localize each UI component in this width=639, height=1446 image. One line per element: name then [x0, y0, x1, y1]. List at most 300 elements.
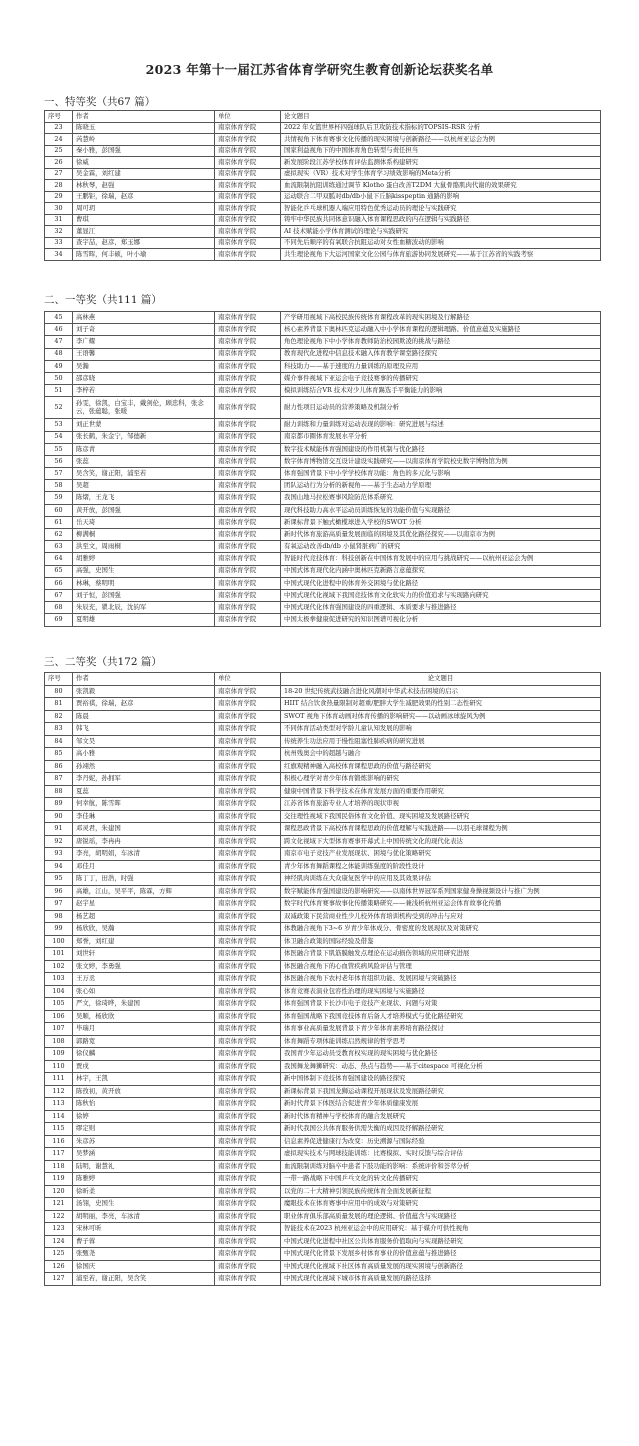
- row-paper-title: 传统养生功法应用于慢性阻塞性肺疾病的研究进展: [281, 735, 601, 748]
- row-index: 48: [45, 348, 73, 360]
- row-index: 89: [45, 798, 73, 811]
- row-paper-title: 共情视角下体育赛事文化传播的现实困境与创新路径——以杭州亚运会为例: [281, 134, 601, 146]
- row-index: 34: [45, 249, 73, 261]
- row-unit: 南京体育学院: [215, 480, 281, 492]
- row-authors: 曹琪: [73, 214, 215, 226]
- row-index: 24: [45, 134, 73, 146]
- row-authors: 陈晓玉: [73, 122, 215, 134]
- row-paper-title: 数字赋能体育强国建设的影响研究——以南体世界冠军系列国家健身操视频设计与推广为例: [281, 885, 601, 898]
- row-index: 121: [45, 1198, 73, 1211]
- row-index: 28: [45, 180, 73, 192]
- section-heading-special: 一、特等奖（共67 篇）: [44, 96, 156, 108]
- row-index: 61: [45, 516, 73, 528]
- row-unit: 南京体育学院: [215, 860, 281, 873]
- header-title: 论文题目: [281, 673, 601, 686]
- table-row: [45, 168, 601, 180]
- row-index: 110: [45, 1060, 73, 1073]
- table-row: [45, 810, 601, 823]
- row-unit: 南京体育学院: [215, 923, 281, 936]
- row-index: 117: [45, 1148, 73, 1161]
- row-unit: 南京体育学院: [215, 1073, 281, 1086]
- table-row: [45, 249, 601, 261]
- table-row: [45, 948, 601, 961]
- row-paper-title: 体医融合视角下农村老年体育组织功能、发展困境与突破路径: [281, 973, 601, 986]
- table-row: [45, 455, 601, 467]
- row-authors: 吴顺，杨欣欣: [73, 1010, 215, 1023]
- row-unit: 南京体育学院: [215, 397, 281, 419]
- row-unit: 南京体育学院: [215, 1198, 281, 1211]
- table-row: [45, 214, 601, 226]
- row-unit: 南京体育学院: [215, 1148, 281, 1161]
- row-index: 120: [45, 1185, 73, 1198]
- row-authors: 徐婷: [73, 1110, 215, 1123]
- table-row: [45, 492, 601, 504]
- row-unit: 南京体育学院: [215, 529, 281, 541]
- row-unit: 南京体育学院: [215, 773, 281, 786]
- row-index: 96: [45, 885, 73, 898]
- row-unit: 南京体育学院: [215, 360, 281, 372]
- row-index: 25: [45, 145, 73, 157]
- row-index: 60: [45, 504, 73, 516]
- row-paper-title: 新时代我国公共体育服务供需失衡的成因及纾解路径研究: [281, 1123, 601, 1136]
- row-index: 101: [45, 948, 73, 961]
- row-paper-title: 模拟训练结合VR 技术对少儿体育踢选手平衡能力的影响: [281, 385, 601, 397]
- row-authors: 林秋琴，赵强: [73, 180, 215, 192]
- table-row: [45, 614, 601, 626]
- row-authors: 岳天琦: [73, 516, 215, 528]
- table-row: [45, 385, 601, 397]
- row-unit: 南京体育学院: [215, 1110, 281, 1123]
- row-unit: 南京体育学院: [215, 935, 281, 948]
- row-unit: 南京体育学院: [215, 226, 281, 238]
- row-authors: 夏蕊: [73, 785, 215, 798]
- table-row: [45, 191, 601, 203]
- row-unit: 南京体育学院: [215, 516, 281, 528]
- header-author: 作者: [73, 111, 215, 123]
- row-unit: 南京体育学院: [215, 873, 281, 886]
- row-authors: 陈丁丁，田浩，时强: [73, 873, 215, 886]
- row-index: 55: [45, 443, 73, 455]
- row-paper-title: 新课标背景下触式橄榄球进入学校的SWOT 分析: [281, 516, 601, 528]
- row-index: 83: [45, 723, 73, 736]
- row-unit: 南京体育学院: [215, 504, 281, 516]
- table-row: [45, 823, 601, 836]
- row-unit: 南京体育学院: [215, 602, 281, 614]
- row-unit: 南京体育学院: [215, 1023, 281, 1036]
- row-authors: 杨欣欣，吴瀚: [73, 923, 215, 936]
- row-index: 102: [45, 960, 73, 973]
- table-row: [45, 516, 601, 528]
- row-index: 26: [45, 157, 73, 169]
- row-authors: 邵彦晓: [73, 372, 215, 384]
- row-paper-title: 中国太极拳健康促进研究的知识图谱可视化分析: [281, 614, 601, 626]
- table-row: [45, 1235, 601, 1248]
- row-index: 116: [45, 1135, 73, 1148]
- table-row: [45, 237, 601, 249]
- row-paper-title: 国家利益视角下的中国体育角色转型与责任担当: [281, 145, 601, 157]
- row-index: 66: [45, 577, 73, 589]
- row-paper-title: 信息素养促进健康行为改变：历史溯源与国际经验: [281, 1135, 601, 1148]
- row-authors: 徐威: [73, 157, 215, 169]
- row-index: 109: [45, 1048, 73, 1061]
- row-authors: 洪至文，周雨桐: [73, 541, 215, 553]
- row-index: 84: [45, 735, 73, 748]
- row-authors: 朱辰充，瞿北辰，沈钧军: [73, 602, 215, 614]
- table-header-row: [45, 673, 601, 686]
- row-unit: 南京体育学院: [215, 589, 281, 601]
- row-unit: 南京体育学院: [215, 237, 281, 249]
- row-authors: 宋林可昕: [73, 1223, 215, 1236]
- row-index: 65: [45, 565, 73, 577]
- table-row: [45, 348, 601, 360]
- row-unit: 南京体育学院: [215, 848, 281, 861]
- table-row: [45, 1098, 601, 1111]
- row-paper-title: 智能化乒乓球机器人端应用特色优秀运动员的理论与实践研究: [281, 203, 601, 215]
- row-unit: 南京体育学院: [215, 348, 281, 360]
- row-unit: 南京体育学院: [215, 798, 281, 811]
- table-row: [45, 910, 601, 923]
- row-index: 100: [45, 935, 73, 948]
- row-unit: 南京体育学院: [215, 973, 281, 986]
- row-paper-title: 中国式现代化视域下我国竞技体育文化软实力的价值追求与实现路向研究: [281, 589, 601, 601]
- row-unit: 南京体育学院: [215, 723, 281, 736]
- row-unit: 南京体育学院: [215, 431, 281, 443]
- table-row: [45, 848, 601, 861]
- table-row: [45, 1048, 601, 1061]
- row-authors: 张心如: [73, 985, 215, 998]
- row-index: 29: [45, 191, 73, 203]
- row-paper-title: 不同体育活动类型对学龄儿童认知发展的影响: [281, 723, 601, 736]
- row-index: 88: [45, 785, 73, 798]
- row-unit: 南京体育学院: [215, 468, 281, 480]
- row-paper-title: 中国式现代化背景下发展乡村体育事业的价值意蕴与推进路径: [281, 1248, 601, 1261]
- row-unit: 南京体育学院: [215, 249, 281, 261]
- row-index: 50: [45, 372, 73, 384]
- row-unit: 南京体育学院: [215, 823, 281, 836]
- row-unit: 南京体育学院: [215, 898, 281, 911]
- row-paper-title: 我国青少年运动员受教育权实现的现实困境与优化路径: [281, 1048, 601, 1061]
- row-index: 54: [45, 431, 73, 443]
- row-paper-title: AI 技术赋能小学体育测试的理论与实践研究: [281, 226, 601, 238]
- row-authors: 刘子恒，彭国强: [73, 589, 215, 601]
- row-paper-title: 核心素养背景下奥林匹克运动融入中小学体育课程的逻辑理路、价值意蕴及实施路径: [281, 324, 601, 336]
- table-first-prize: [44, 311, 601, 627]
- table-row: [45, 1135, 601, 1148]
- row-index: 46: [45, 324, 73, 336]
- row-unit: 南京体育学院: [215, 1060, 281, 1073]
- row-authors: 唐锐瑶，李冉冉: [73, 835, 215, 848]
- row-paper-title: 中国式现代化进程中社区公共体育服务价值取向与实现路径研究: [281, 1235, 601, 1248]
- row-unit: 南京体育学院: [215, 1135, 281, 1148]
- row-index: 127: [45, 1273, 73, 1286]
- table-row: [45, 468, 601, 480]
- row-paper-title: 虚拟现实（VR）技术对学生体育学习绩效影响的Meta分析: [281, 168, 601, 180]
- row-unit: 南京体育学院: [215, 134, 281, 146]
- row-unit: 南京体育学院: [215, 1235, 281, 1248]
- row-unit: 南京体育学院: [215, 541, 281, 553]
- row-paper-title: 青少年体育舞蹈课程之体能训练强度的阶段性设计: [281, 860, 601, 873]
- row-paper-title: 虚拟现实技术与网球技能训练：比赛模拟、实时反馈与综合评估: [281, 1148, 601, 1161]
- table-row: [45, 480, 601, 492]
- row-index: 33: [45, 237, 73, 249]
- row-index: 106: [45, 1010, 73, 1023]
- row-unit: 南京体育学院: [215, 565, 281, 577]
- row-authors: 林琳，蔡明明: [73, 577, 215, 589]
- table-row: [45, 312, 601, 324]
- row-authors: 林宇，王凯: [73, 1073, 215, 1086]
- row-index: 80: [45, 685, 73, 698]
- row-unit: 南京体育学院: [215, 191, 281, 203]
- row-unit: 南京体育学院: [215, 835, 281, 848]
- row-paper-title: 体育强国背景下中小学学校体育功能：角色的多元化与影响: [281, 468, 601, 480]
- row-unit: 南京体育学院: [215, 336, 281, 348]
- row-paper-title: 智能技术在2023 杭州亚运会中的应用研究：基于媒介可供性视角: [281, 1223, 601, 1236]
- header-index: 序号: [45, 111, 73, 123]
- row-index: 104: [45, 985, 73, 998]
- row-unit: 南京体育学院: [215, 614, 281, 626]
- page-title: 2023 年第十一届江苏省体育学研究生教育创新论坛获奖名单: [145, 62, 494, 77]
- row-index: 49: [45, 360, 73, 372]
- row-paper-title: 智能时代竞技体育：科技创新在中国体育发展中的应用与挑战研究——以杭州亚运会为例: [281, 553, 601, 565]
- table-row: [45, 1223, 601, 1236]
- table-row: [45, 1260, 601, 1273]
- row-index: 93: [45, 848, 73, 861]
- row-unit: 南京体育学院: [215, 710, 281, 723]
- table-row: [45, 324, 601, 336]
- row-index: 118: [45, 1160, 73, 1173]
- table-row: [45, 372, 601, 384]
- row-unit: 南京体育学院: [215, 1223, 281, 1236]
- table-row: [45, 935, 601, 948]
- row-paper-title: 体医融合背景下肌筋膜触发点理论在运动损伤领域的应用研究进展: [281, 948, 601, 961]
- table-row: [45, 1148, 601, 1161]
- row-unit: 南京体育学院: [215, 1248, 281, 1261]
- row-index: 103: [45, 973, 73, 986]
- row-authors: 毕瑞月: [73, 1023, 215, 1036]
- table-row: [45, 873, 601, 886]
- row-paper-title: 体育事业高质量发展背景下青少年体育素养培育路径探讨: [281, 1023, 601, 1036]
- row-authors: 刘正世蒙: [73, 419, 215, 431]
- table-row: [45, 1073, 601, 1086]
- row-index: 31: [45, 214, 73, 226]
- row-unit: 南京体育学院: [215, 203, 281, 215]
- table-row: [45, 923, 601, 936]
- row-authors: 郭路宽: [73, 1035, 215, 1048]
- row-unit: 南京体育学院: [215, 1048, 281, 1061]
- row-index: 53: [45, 419, 73, 431]
- table-second-prize: [44, 672, 601, 1286]
- row-index: 64: [45, 553, 73, 565]
- row-authors: 陈熠，王龙飞: [73, 492, 215, 504]
- table-row: [45, 973, 601, 986]
- row-paper-title: 共生理论视角下大运河国家文化公园与体育旅游协同发展研究——基于江苏省的实践考察: [281, 249, 601, 261]
- row-paper-title: 南京都市圈体育发展水平分析: [281, 431, 601, 443]
- row-index: 32: [45, 226, 73, 238]
- row-unit: 南京体育学院: [215, 553, 281, 565]
- row-index: 47: [45, 336, 73, 348]
- row-index: 123: [45, 1223, 73, 1236]
- row-authors: 李梓若: [73, 385, 215, 397]
- row-unit: 南京体育学院: [215, 1185, 281, 1198]
- row-unit: 南京体育学院: [215, 735, 281, 748]
- row-index: 30: [45, 203, 73, 215]
- table-row: [45, 553, 601, 565]
- row-paper-title: 红旗观精神融入高校体育课程思政的价值与路径研究: [281, 760, 601, 773]
- row-unit: 南京体育学院: [215, 372, 281, 384]
- row-paper-title: 媒介事件视域下亚运会电子竞技赛事的传播研究: [281, 372, 601, 384]
- row-authors: 陈雪晖，何丰硕，叶小瑜: [73, 249, 215, 261]
- row-unit: 南京体育学院: [215, 1010, 281, 1023]
- header-unit: 单位: [215, 673, 281, 686]
- row-authors: 孙雯，徐凯，白宝丰，戴剑伦，顾忠科，张念云，张蕴聪，张暖: [73, 397, 215, 419]
- row-authors: 吴含笑，谢正阳，浦至若: [73, 468, 215, 480]
- row-paper-title: 数字体育博物馆交互设计建设实践研究——以南京体育学院校史数字博物馆为例: [281, 455, 601, 467]
- header-index: 序号: [45, 673, 73, 686]
- row-authors: 王万丞: [73, 973, 215, 986]
- row-authors: 胡雅婷: [73, 553, 215, 565]
- table-row: [45, 1273, 601, 1286]
- row-paper-title: 中国式现代化进程中的体育外交困境与优化路径: [281, 577, 601, 589]
- row-paper-title: 体医融合视角下的心血管疾病风险评估与管理: [281, 960, 601, 973]
- row-index: 81: [45, 698, 73, 711]
- row-unit: 南京体育学院: [215, 698, 281, 711]
- row-unit: 南京体育学院: [215, 685, 281, 698]
- table-row: [45, 541, 601, 553]
- row-authors: 朱彦苏: [73, 1135, 215, 1148]
- row-paper-title: 一带一路战略下中国乒乓文化的转文化传播研究: [281, 1173, 601, 1186]
- row-authors: 芮慧岭: [73, 134, 215, 146]
- table-row: [45, 1198, 601, 1211]
- row-paper-title: 产学研用视域下高校民族传统体育课程改革的现实困境及行解路径: [281, 312, 601, 324]
- row-authors: 张甄尧: [73, 1248, 215, 1261]
- row-authors: 张长鹤，朱金宁，邹德新: [73, 431, 215, 443]
- row-paper-title: 跨文化视域下大型体育赛事开幕式上中国传统文化的现代化表达: [281, 835, 601, 848]
- row-paper-title: 体卫融合政策的国际经验及借鉴: [281, 935, 601, 948]
- header-title: 论文题目: [281, 111, 601, 123]
- row-authors: 邓灵君，朱建国: [73, 823, 215, 836]
- row-authors: 陈彦青: [73, 443, 215, 455]
- row-paper-title: 18-20 世纪传统武技融合进化风潮对中华武术技击困境的启示: [281, 685, 601, 698]
- row-unit: 南京体育学院: [215, 1035, 281, 1048]
- row-unit: 南京体育学院: [215, 419, 281, 431]
- table-row: [45, 960, 601, 973]
- row-paper-title: 团队运动行为分析的新视角——基于生态动力学原理: [281, 480, 601, 492]
- row-authors: 周可玥: [73, 203, 215, 215]
- row-unit: 南京体育学院: [215, 1160, 281, 1173]
- row-index: 56: [45, 455, 73, 467]
- row-unit: 南京体育学院: [215, 443, 281, 455]
- row-paper-title: 交往理性视域下我国民俗体育文化价值、现实困境及发展路径研究: [281, 810, 601, 823]
- table-row: [45, 748, 601, 761]
- row-unit: 南京体育学院: [215, 810, 281, 823]
- table-row: [45, 443, 601, 455]
- row-unit: 南京体育学院: [215, 122, 281, 134]
- row-paper-title: 体育竞赛表演业包容性治理的现实困境与实施路径: [281, 985, 601, 998]
- table-special-prize: [44, 110, 601, 261]
- row-unit: 南京体育学院: [215, 985, 281, 998]
- row-index: 51: [45, 385, 73, 397]
- row-unit: 南京体育学院: [215, 1123, 281, 1136]
- table-row: [45, 1085, 601, 1098]
- row-authors: 高强，史国生: [73, 565, 215, 577]
- row-paper-title: 耐力性项目运动员的营养策略及机制分析: [281, 397, 601, 419]
- row-index: 86: [45, 760, 73, 773]
- table-row: [45, 431, 601, 443]
- table-row: [45, 1210, 601, 1223]
- row-unit: 南京体育学院: [215, 1260, 281, 1273]
- row-authors: 缪定则: [73, 1123, 215, 1136]
- row-paper-title: HIIT 结合饮食热量限制对超重/肥胖大学生减肥效果的性别二态性研究: [281, 698, 601, 711]
- row-unit: 南京体育学院: [215, 960, 281, 973]
- row-authors: 王鹏钜，徐瑞，赵彦: [73, 191, 215, 203]
- row-paper-title: 教育现代化进程中信息技术融入体育教学课堂路径探究: [281, 348, 601, 360]
- row-paper-title: 职业体育俱乐部高质量发展的理论逻辑、价值蕴含与实现路径: [281, 1210, 601, 1223]
- table-row: [45, 565, 601, 577]
- table-row: [45, 760, 601, 773]
- table-row: [45, 1173, 601, 1186]
- row-index: 124: [45, 1235, 73, 1248]
- row-index: 107: [45, 1023, 73, 1036]
- row-paper-title: 有氧运动改善db/db 小鼠肾脏病广的研究: [281, 541, 601, 553]
- row-authors: 王语馨: [73, 348, 215, 360]
- row-index: 97: [45, 898, 73, 911]
- row-authors: 汤翎，史国生: [73, 1198, 215, 1211]
- table-row: [45, 1123, 601, 1136]
- row-paper-title: 我国舞龙舞狮研究：动态、热点与趋势——基于citespace 可视化分析: [281, 1060, 601, 1073]
- row-index: 69: [45, 614, 73, 626]
- row-authors: 夏明雄: [73, 614, 215, 626]
- table-row: [45, 985, 601, 998]
- row-unit: 南京体育学院: [215, 948, 281, 961]
- row-authors: 陈孜初，黄开放: [73, 1085, 215, 1098]
- row-unit: 南京体育学院: [215, 748, 281, 761]
- row-paper-title: 体育舞蹈专项体能训练启然规律的哲学思考: [281, 1035, 601, 1048]
- row-paper-title: 中国式体育现代化内涵中奥林匹克新路言意蕴探究: [281, 565, 601, 577]
- row-index: 68: [45, 602, 73, 614]
- row-paper-title: 不同先后顺序的有氧联合抗阻运动对女性血糖波动的影响: [281, 237, 601, 249]
- row-index: 114: [45, 1110, 73, 1123]
- row-authors: 吴瀚: [73, 360, 215, 372]
- table-row: [45, 419, 601, 431]
- table-row: [45, 1160, 601, 1173]
- row-authors: 贾戌: [73, 1060, 215, 1073]
- table-row: [45, 735, 601, 748]
- row-authors: 张蕊: [73, 455, 215, 467]
- row-index: 95: [45, 873, 73, 886]
- row-index: 105: [45, 998, 73, 1011]
- row-unit: 南京体育学院: [215, 1273, 281, 1286]
- section-heading-first: 二、一等奖（共111 篇）: [44, 294, 162, 306]
- row-authors: 何幸航，陈雪晖: [73, 798, 215, 811]
- row-index: 94: [45, 860, 73, 873]
- table-row: [45, 885, 601, 898]
- table-row: [45, 685, 601, 698]
- row-index: 58: [45, 480, 73, 492]
- row-unit: 南京体育学院: [215, 324, 281, 336]
- row-index: 98: [45, 910, 73, 923]
- table-row: [45, 226, 601, 238]
- table-row: [45, 1035, 601, 1048]
- row-index: 126: [45, 1260, 73, 1273]
- row-paper-title: 血流限制训练对脑卒中患者下肢功能的影响：系统评价和荟萃分析: [281, 1160, 601, 1173]
- table-row: [45, 180, 601, 192]
- row-index: 57: [45, 468, 73, 480]
- row-authors: 严文，徐琦晔，朱建国: [73, 998, 215, 1011]
- table-row: [45, 835, 601, 848]
- row-authors: 刘子奇: [73, 324, 215, 336]
- row-index: 112: [45, 1085, 73, 1098]
- row-index: 108: [45, 1035, 73, 1048]
